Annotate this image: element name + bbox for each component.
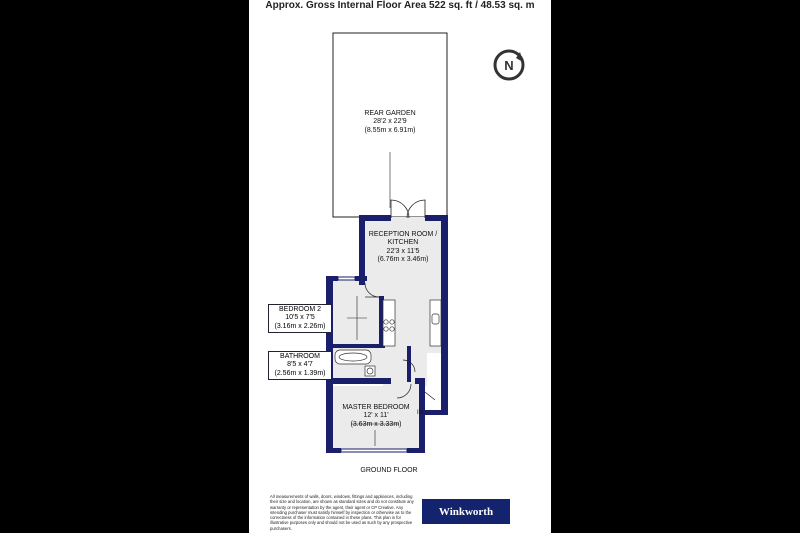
brand-logo: Winkworth bbox=[422, 499, 510, 524]
rear-garden-name: REAR GARDEN bbox=[364, 110, 416, 117]
floor-label: GROUND FLOOR bbox=[360, 467, 418, 474]
master-bedroom-label bbox=[333, 404, 419, 429]
bathroom-callout bbox=[268, 351, 332, 380]
rear-garden-size-imperial: 28'2 x 22'9 bbox=[373, 118, 407, 126]
floor-area-title: Approx. Gross Internal Floor Area 522 sq. ft / 48.53 sq. m bbox=[265, 0, 535, 11]
rear-garden-size-metric: (8.55m x 6.91m) bbox=[364, 126, 416, 134]
compass-letter: N bbox=[504, 58, 514, 73]
entrance-label: IN bbox=[417, 410, 423, 416]
bedroom2-callout bbox=[268, 304, 332, 333]
reception-name-line1: RECEPTION ROOM / bbox=[368, 231, 438, 238]
rear-garden-label bbox=[333, 110, 447, 135]
bathroom-size-metric: (2.56m x 1.39m) bbox=[274, 369, 326, 377]
bedroom2-size-metric: (3.16m x 2.26m) bbox=[274, 322, 326, 330]
floorplan-sheet bbox=[249, 0, 551, 533]
master-bedroom-name: MASTER BEDROOM bbox=[342, 404, 410, 411]
reception-label bbox=[365, 231, 441, 265]
reception-name-line2: KITCHEN bbox=[387, 239, 419, 247]
bedroom2-size-imperial: 10'5 x 7'5 bbox=[285, 314, 315, 322]
bedroom2-floor bbox=[333, 280, 383, 346]
bedroom2-name: BEDROOM 2 bbox=[278, 306, 321, 313]
bathroom-name: BATHROOM bbox=[280, 353, 320, 360]
disclaimer-text: All measurements of walls, doors, windows, fittings and appliances, including their size and location, are shown as standard sizes and do not constitute any warranty or representation by the agent, their agent or CP Creative. Any intending purchaser must satisfy himself by inspection or otherwise as to the correctness of the information contained in these plans. This plan is for illustrative purposes only and should not be used as such by any prospective purchasers. bbox=[270, 494, 414, 531]
bathroom-size-imperial: 8'5 x 4'7 bbox=[287, 361, 313, 369]
reception-size-imperial: 22'3 x 11'5 bbox=[386, 247, 420, 255]
master-bedroom-size-metric: (3.63m x 3.33m) bbox=[350, 420, 402, 428]
master-bedroom-size-imperial: 12' x 11' bbox=[363, 412, 389, 420]
reception-size-metric: (6.76m x 3.46m) bbox=[377, 256, 429, 264]
compass-icon bbox=[492, 48, 526, 82]
